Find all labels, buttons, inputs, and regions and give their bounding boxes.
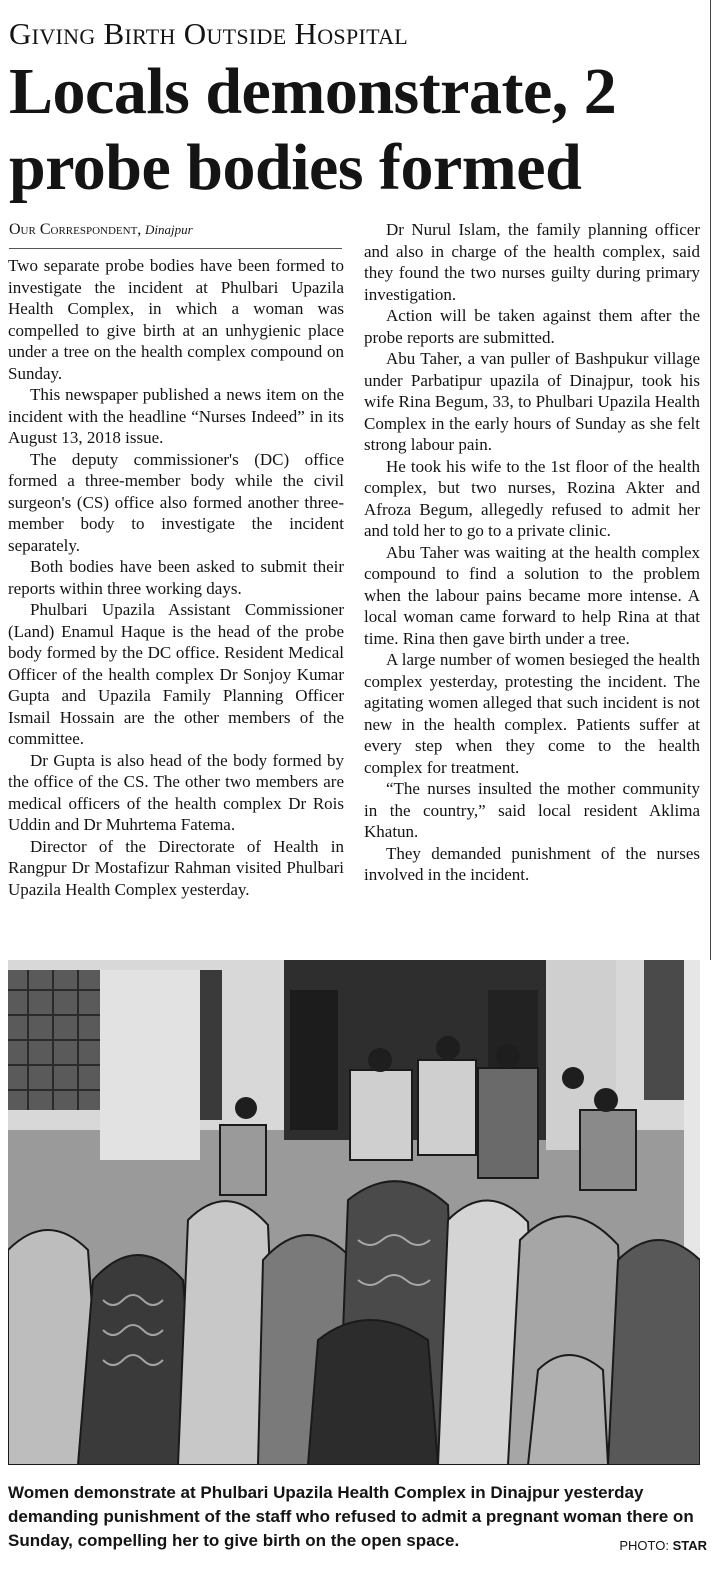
paragraph: Dr Gupta is also head of the body formed by the office of the CS. The other two members are medical officers of the health complex Dr Rois Uddin and Dr Muhrtema Fatema. [8,750,344,834]
photo-credit-source: STAR [672,1538,707,1553]
paragraph: “The nurses insulted the mother community in the country,” said local resident Aklima Khatun. [364,779,700,841]
photo-credit [619,1536,707,1556]
paragraph: Phulbari Upazila Assistant Commissioner (Land) Enamul Haque is the head of the probe body formed by the DC office. Resident Medical Officer of the health complex Dr Sonjoy Kumar Gupta and Upazila Family Planning Officer Ismail Hossain are the other members of the committee. [8,600,344,748]
byline-author: Our Correspondent, [9,221,142,238]
paragraph: Two separate probe bodies have been formed to investigate the incident at Phulbari Upazila Health Complex, in which a woman was compelled to give birth at an unhygienic place under a tree on the health complex compound on Sunday. [8,256,344,383]
article-column-2 [364,219,700,886]
paragraph: Both bodies have been asked to submit their reports within three working days. [8,557,344,598]
paragraph: Action will be taken against them after the probe reports are submitted. [364,306,700,347]
paragraph: He took his wife to the 1st floor of the health complex, but two nurses, Rozina Akter and Afroza Begum, allegedly refused to admit her and told her to go to a private clinic. [364,456,700,540]
paragraph: The deputy commissioner's (DC) office formed a three-member body while the civil surgeon's (CS) office also formed another three-member body to investigate the incident separately. [8,449,344,555]
paragraph: A large number of women besieged the health complex yesterday, protesting the incident. The agitating women alleged that such incident is not new in the health complex. Patients suffer at every step when they come to the health complex for treatment. [364,650,700,777]
paragraph: This newspaper published a news item on the incident with the headline “Nurses Indeed” in its August 13, 2018 issue. [8,385,344,447]
byline [9,218,342,249]
photo-credit-label: PHOTO: [619,1538,669,1553]
paragraph: Abu Taher was waiting at the health complex compound to find a solution to the problem when the labour pains became more intense. A local woman came forward to help Rina at that time. Rina then gave birth under a tree. [364,542,700,648]
paragraph: Abu Taher, a van puller of Bashpukur village under Parbatipur upazila of Dinajpur, took his wife Rina Begum, 33, to Phulbari Upazila Health Complex in the early hours of Sunday as she felt strong labour pain. [364,349,700,454]
kicker: Giving Birth Outside Hospital [9,16,409,51]
news-photo [8,960,700,1465]
headline: Locals demonstrate, 2 probe bodies formed [9,55,617,204]
column-rule [710,0,711,960]
paragraph: They demanded punishment of the nurses involved in the incident. [364,843,700,884]
article-column-1 [8,255,344,900]
paragraph: Dr Nurul Islam, the family planning officer and also in charge of the health complex, said they found the two nurses guilty during primary investigation. [364,220,700,304]
photo-caption: Women demonstrate at Phulbari Upazila Health Complex in Dinajpur yesterday demanding punishment of the staff who refused to admit a pregnant woman there on Sunday, compelling her to give birth on the open space. [8,1483,694,1550]
byline-location: Dinajpur [145,222,193,237]
paragraph: Director of the Directorate of Health in Rangpur Dr Mostafizur Rahman visited Phulbari Upazila Health Complex yesterday. [8,836,344,899]
